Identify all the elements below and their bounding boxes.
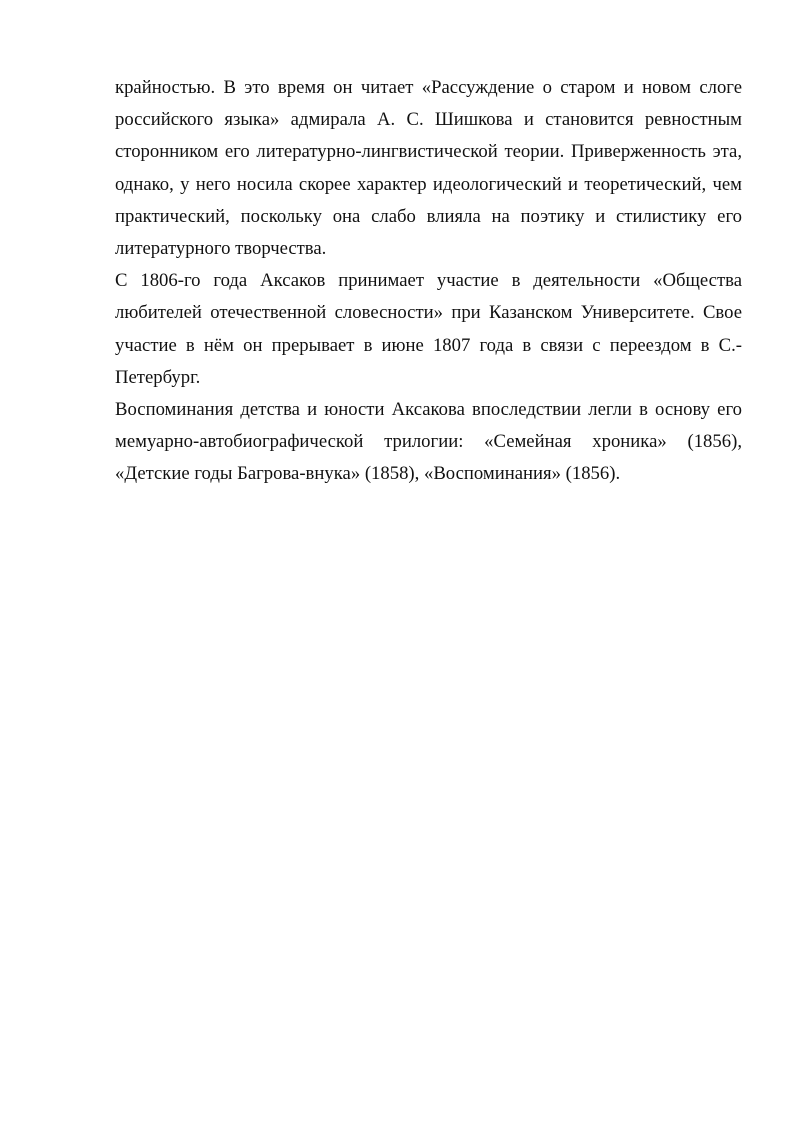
paragraph-society: С 1806-го года Аксаков принимает участие в деятельности «Общества любителей отечественной словесности» при Казанском Университете. Свое участие в нём он прерывает в июне 1807 года в связи с переездом в С.-Петербург. [115, 270, 742, 388]
body-text [115, 72, 742, 491]
paragraph-shishkov: крайностью. В это время он читает «Рассуждение о старом и новом слоге российского языка» адмирала А. С. Шишкова и становится ревностным сторонником его литературно-лингвистической теории. Приверженность эта, однако, у него носила скорее характер идеологический и теоретический, чем практический, поскольку она слабо влияла на поэтику и стилистику его литературного творчества. [115, 77, 742, 260]
paragraph-memoirs: Воспоминания детства и юности Аксакова впоследствии легли в основу его мемуарно-автобиографической трилогии: «Семейная хроника» (1856), «Детские годы Багрова-внука» (1858), «Воспоминания» (1856). [115, 399, 742, 485]
